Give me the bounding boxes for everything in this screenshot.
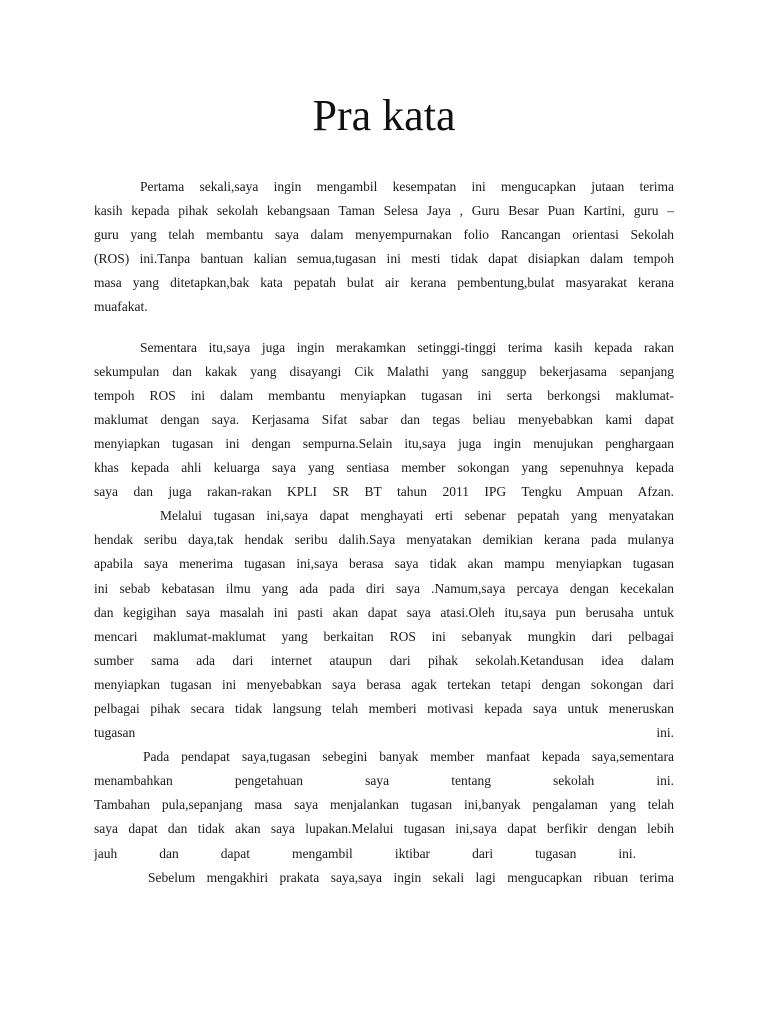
text-line: Tambahan pula,sepanjang masa saya menjalankan tugasan ini,banyak pengalaman yang telah <box>94 797 674 813</box>
text-line: tempoh ROS ini dalam membantu menyiapkan tugasan ini serta berkongsi maklumat- <box>94 387 674 403</box>
text-line: dan kegigihan saya masalah ini pasti akan dapat saya atasi.Oleh itu,saya pun berusaha untuk <box>94 604 674 620</box>
text-line: muafakat. <box>94 299 148 315</box>
text-line: pelbagai pihak secara tidak langsung telah memberi motivasi kepada saya untuk meneruskan <box>94 700 674 716</box>
text-line: menyiapkan tugasan ini menyebabkan saya berasa agak tertekan tetapi dengan sokongan dari <box>94 676 674 692</box>
text-line: ini sebab kebatasan ilmu yang ada pada diri saya .Namum,saya percaya dengan kecekalan <box>94 580 674 596</box>
text-line: Melalui tugasan ini,saya dapat menghayati erti sebenar pepatah yang menyatakan <box>160 508 674 524</box>
page-title: Pra kata <box>312 91 456 140</box>
text-line: hendak seribu daya,tak hendak seribu dalih.Saya menyatakan demikian kerana pada mulanya <box>94 532 674 548</box>
text-line: Pertama sekali,saya ingin mengambil kesempatan ini mengucapkan jutaan terima <box>140 179 674 194</box>
text-line: (ROS) ini.Tanpa bantuan kalian semua,tugasan ini mesti tidak dapat disiapkan dalam tempoh <box>94 251 674 267</box>
text-line: tugasan ini. <box>94 725 674 741</box>
text-line: kasih kepada pihak sekolah kebangsaan Taman Selesa Jaya , Guru Besar Puan Kartini, guru – <box>94 203 674 219</box>
text-line: Sementara itu,saya juga ingin merakamkan setinggi-tinggi terima kasih kepada rakan <box>140 339 674 355</box>
text-line: masa yang ditetapkan,bak kata pepatah bulat air kerana pembentung,bulat masyarakat kerana <box>94 275 674 291</box>
text-line: sumber sama ada dari internet ataupun dari pihak sekolah.Ketandusan idea dalam <box>94 652 674 668</box>
text-line: sekumpulan dan kakak yang disayangi Cik Malathi yang sanggup bekerjasama sepanjang <box>94 363 674 379</box>
text-line: khas kepada ahli keluarga saya yang sentiasa member sokongan yang sepenuhnya kepada <box>94 460 674 476</box>
text-line: saya dan juga rakan-rakan KPLI SR BT tahun 2011 IPG Tengku Ampuan Afzan. <box>94 484 674 500</box>
text-line: Sebelum mengakhiri prakata saya,saya ingin sekali lagi mengucapkan ribuan terima <box>148 869 674 885</box>
text-line: mencari maklumat-maklumat yang berkaitan ROS ini sebanyak mungkin dari pelbagai <box>94 628 674 644</box>
text-line: guru yang telah membantu saya dalam menyempurnakan folio Rancangan orientasi Sekolah <box>94 227 674 243</box>
text-line: saya dapat dan tidak akan saya lupakan.Melalui tugasan ini,saya dapat berfikir dengan lebih <box>94 821 674 837</box>
text-line: Pada pendapat saya,tugasan sebegini banyak member manfaat kepada saya,sementara <box>143 749 674 765</box>
text-line: maklumat dengan saya. Kerjasama Sifat sabar dan tegas beliau menyebabkan kami dapat <box>94 411 674 427</box>
text-line: menyiapkan tugasan ini dengan sempurna.Selain itu,saya juga ingin menujukan penghargaan <box>94 435 674 451</box>
document-body <box>94 175 674 890</box>
text-line: apabila saya menerima tugasan ini,saya berasa saya tidak akan mampu menyiapkan tugasan <box>94 556 674 572</box>
text-line: jauh dan dapat mengambil iktibar dari tugasan ini. <box>94 845 636 861</box>
text-line: menambahkan pengetahuan saya tentang sekolah ini. <box>94 773 674 789</box>
